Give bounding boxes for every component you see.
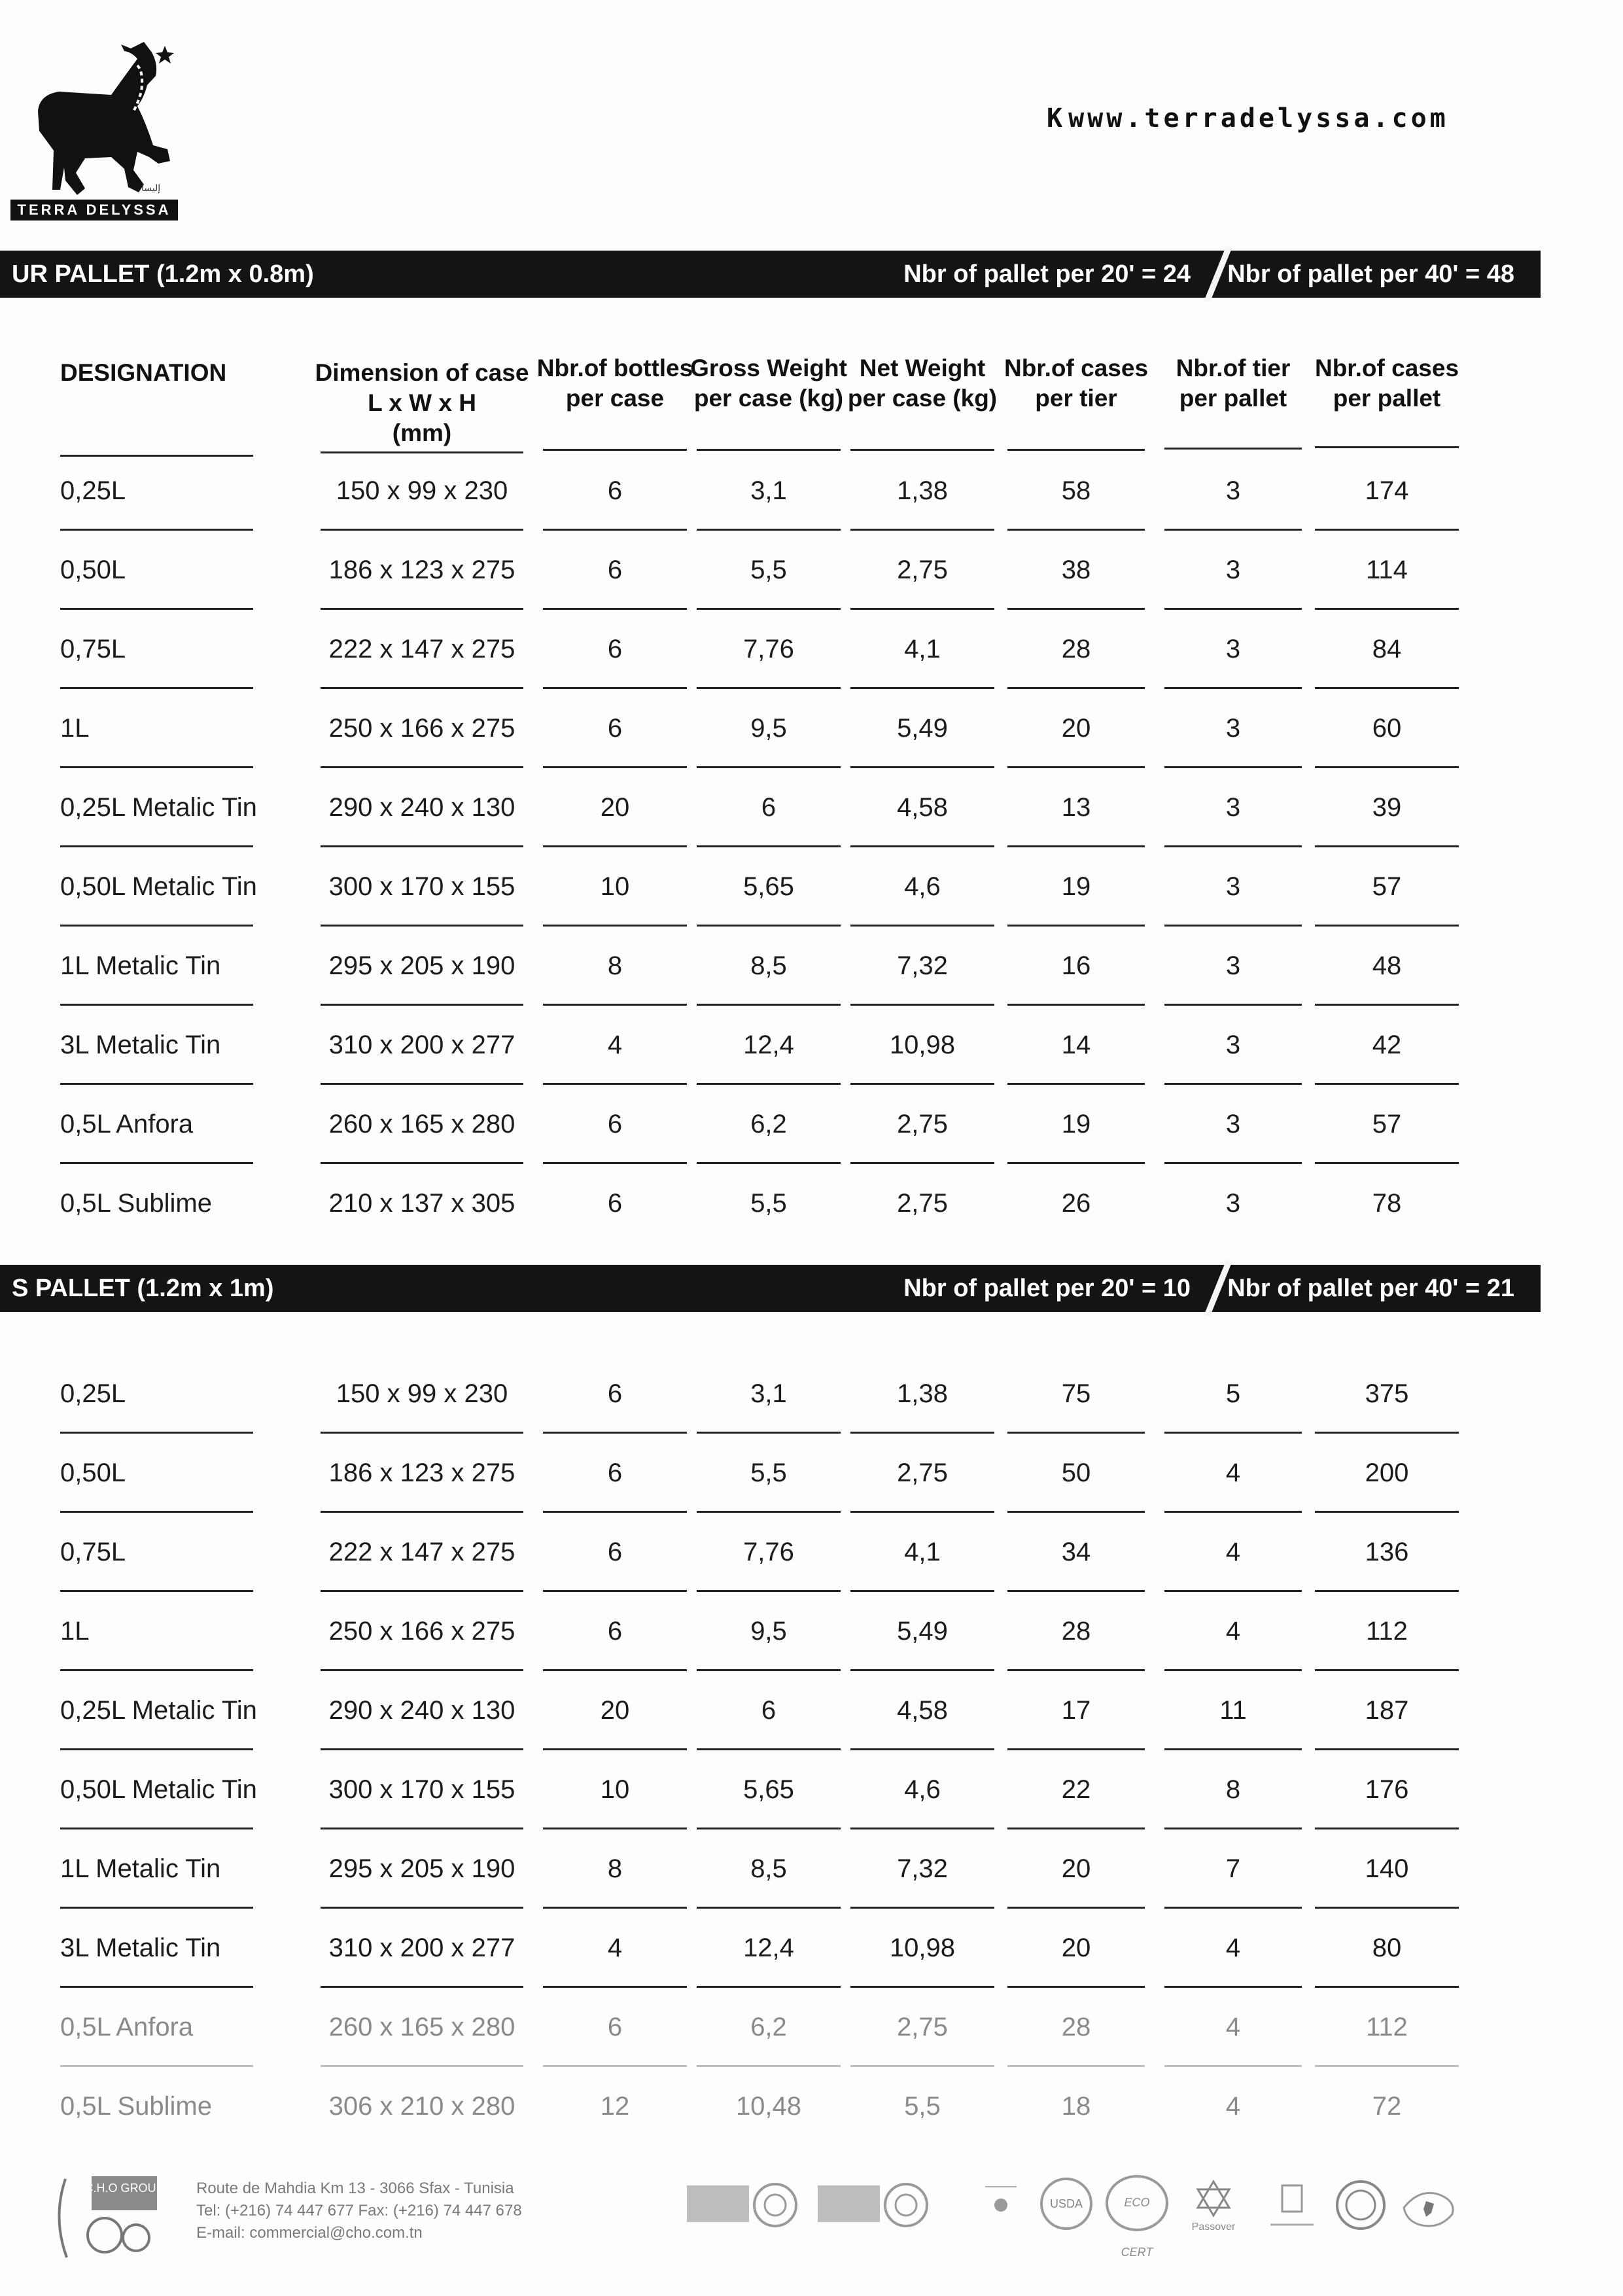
gross-weight-cell: 5,5 (750, 1458, 787, 1487)
table-row (0, 1164, 1623, 1243)
cases-per-tier-cell: 75 (1061, 1379, 1091, 1408)
gross-weight-cell: 3,1 (750, 476, 787, 505)
iso-pallet-banner (0, 1265, 1541, 1312)
cases-per-tier-cell: 19 (1061, 1110, 1091, 1139)
dimension-cell: 222 x 147 x 275 (328, 1538, 515, 1566)
designation-cell: 0,25L Metalic Tin (60, 1696, 257, 1725)
cases-per-pallet-cell: 39 (1372, 793, 1402, 822)
net-weight-cell: 1,38 (897, 476, 948, 505)
gross-weight-cell: 7,76 (743, 635, 794, 663)
cases-per-pallet-cell: 84 (1372, 635, 1402, 663)
header-rule (543, 449, 687, 451)
bottles-cell: 10 (600, 872, 630, 901)
net-weight-cell: 5,49 (897, 714, 948, 743)
cases-per-pallet-cell: 176 (1365, 1775, 1409, 1804)
gross-weight-cell: 6,2 (750, 1110, 787, 1139)
gross-weight-cell: 12,4 (743, 1934, 794, 1962)
cases-per-pallet-cell: 48 (1372, 951, 1402, 980)
net-weight-cell: 4,58 (897, 1696, 948, 1725)
gross-weight-cell: 12,4 (743, 1031, 794, 1059)
dimension-cell: 306 x 210 x 280 (328, 2092, 515, 2121)
cases-per-tier-cell: 28 (1061, 1617, 1091, 1646)
designation-cell: 0,50L Metalic Tin (60, 1775, 257, 1804)
gross-weight-cell: 3,1 (750, 1379, 787, 1408)
website-text: www.terradelyssa.com (1068, 103, 1449, 133)
cases-per-tier-cell: 16 (1061, 951, 1091, 980)
header-rule (1315, 446, 1459, 448)
net-weight-cell: 2,75 (897, 1110, 948, 1139)
cases-per-tier-cell: 50 (1061, 1458, 1091, 1487)
tiers-per-pallet-cell: 4 (1225, 2092, 1241, 2121)
bottles-cell: 10 (600, 1775, 630, 1804)
tiers-per-pallet-cell: 3 (1225, 951, 1241, 980)
tiers-per-pallet-cell: 3 (1225, 556, 1241, 584)
dimension-cell: 186 x 123 x 275 (328, 556, 515, 584)
cases-per-pallet-cell: 72 (1372, 2092, 1402, 2121)
table-row (0, 2067, 1623, 2146)
tiers-per-pallet-cell: 3 (1225, 476, 1241, 505)
designation-cell: 0,75L (60, 635, 126, 663)
gross-weight-cell: 5,5 (750, 1189, 787, 1218)
cases-per-tier-cell: 20 (1061, 1854, 1091, 1883)
designation-cell: 3L Metalic Tin (60, 1934, 221, 1962)
tiers-per-pallet-cell: 3 (1225, 793, 1241, 822)
email-link[interactable]: E-mail: commercial@cho.com.tn (196, 2224, 423, 2242)
dimension-cell: 210 x 137 x 305 (328, 1189, 515, 1218)
cho-group-logo (52, 2172, 183, 2264)
globe-cert-icon (981, 2179, 1021, 2231)
cases-per-tier-cell: 28 (1061, 635, 1091, 663)
cases-per-tier-cell: 20 (1061, 714, 1091, 743)
cases-per-tier-cell: 34 (1061, 1538, 1091, 1566)
iso-pallet-table (0, 1354, 1623, 2146)
cases-per-pallet-cell: 80 (1372, 1934, 1402, 1962)
tiers-per-pallet-cell: 4 (1225, 1538, 1241, 1566)
tiers-per-pallet-cell: 3 (1225, 1031, 1241, 1059)
dimension-cell: 150 x 99 x 230 (336, 1379, 508, 1408)
dimension-cell: 186 x 123 x 275 (328, 1458, 515, 1487)
designation-cell: 1L (60, 1617, 90, 1646)
gross-weight-cell: 5,65 (743, 1775, 794, 1804)
pallet-40ft-count: Nbr of pallet per 40' = 48 (1227, 260, 1514, 288)
table-row (0, 1592, 1623, 1671)
tiers-per-pallet-cell: 11 (1219, 1696, 1247, 1725)
tiers-per-pallet-cell: 4 (1225, 1934, 1241, 1962)
header-rule (1007, 449, 1145, 451)
cases-per-tier-cell: 14 (1061, 1031, 1091, 1059)
cho-logo-text: C.H.O GROUP (84, 2181, 164, 2195)
tiers-per-pallet-cell: 3 (1225, 1110, 1241, 1139)
designation-cell: 0,5L Anfora (60, 2013, 194, 2041)
cases-per-tier-cell: 58 (1061, 476, 1091, 505)
iso-cert-icon (818, 2179, 935, 2231)
company-address (196, 2178, 589, 2244)
net-weight-cell: 7,32 (897, 1854, 948, 1883)
cases-per-tier-cell: 17 (1061, 1696, 1091, 1725)
phone-line: Tel: (+216) 74 447 677 Fax: (+216) 74 447 678 (196, 2202, 522, 2219)
cases-per-pallet-cell: 112 (1366, 1617, 1408, 1646)
col-gross-weight: Gross Weight per case (kg) (690, 355, 847, 412)
tiers-per-pallet-cell: 4 (1225, 1617, 1241, 1646)
table-row (0, 1750, 1623, 1829)
table-row (0, 1434, 1623, 1513)
pallet-20ft-count: Nbr of pallet per 20' = 10 (903, 1275, 1191, 1302)
header-rule (697, 449, 841, 451)
designation-cell: 1L (60, 714, 90, 743)
bottles-cell: 6 (607, 556, 623, 584)
col-dimension: Dimension of case L x W x H (mm) (315, 359, 529, 446)
cases-per-tier-cell: 22 (1061, 1775, 1091, 1804)
bottles-cell: 6 (607, 635, 623, 663)
dimension-cell: 295 x 205 x 190 (328, 951, 515, 980)
designation-cell: 0,50L Metalic Tin (60, 872, 257, 901)
dimension-cell: 250 x 166 x 275 (328, 714, 515, 743)
tiers-per-pallet-cell: 3 (1225, 635, 1241, 663)
designation-cell: 0,25L (60, 476, 126, 505)
table-row (0, 927, 1623, 1006)
tiers-per-pallet-cell: 7 (1225, 1854, 1241, 1883)
bottles-cell: 12 (600, 2092, 630, 2121)
designation-cell: 0,25L Metalic Tin (60, 793, 257, 822)
net-weight-cell: 2,75 (897, 1458, 948, 1487)
star-of-david-icon (1194, 2179, 1233, 2218)
ecocert-icon: ECO CERT (1106, 2175, 1168, 2231)
bottles-cell: 8 (607, 1854, 623, 1883)
cases-per-pallet-cell: 57 (1372, 872, 1402, 901)
gross-weight-cell: 9,5 (750, 1617, 787, 1646)
tiers-per-pallet-cell: 4 (1225, 2013, 1241, 2041)
col-designation: DESIGNATION (60, 359, 227, 386)
tunisia-map-icon (1400, 2181, 1459, 2234)
col-cases-per-pallet: Nbr.of cases per pallet (1314, 355, 1459, 412)
table-row (0, 1909, 1623, 1988)
gross-weight-cell: 9,5 (750, 714, 787, 743)
tiers-per-pallet-cell: 3 (1225, 714, 1241, 743)
gross-weight-cell: 10,48 (735, 2092, 802, 2121)
dimension-cell: 295 x 205 x 190 (328, 1854, 515, 1883)
net-weight-cell: 10,98 (889, 1934, 956, 1962)
cases-per-tier-cell: 38 (1061, 556, 1091, 584)
dimension-cell: 310 x 200 x 277 (328, 1934, 515, 1962)
arrow-icon: K (1047, 103, 1066, 133)
gross-weight-cell: 6 (761, 793, 777, 822)
net-weight-cell: 2,75 (897, 556, 948, 584)
footer (0, 2153, 1623, 2296)
dimension-cell: 260 x 165 x 280 (328, 2013, 515, 2041)
designation-cell: 1L Metalic Tin (60, 951, 221, 980)
table-row (0, 1354, 1623, 1434)
table-row (0, 610, 1623, 689)
cases-per-tier-cell: 19 (1061, 872, 1091, 901)
dimension-cell: 260 x 165 x 280 (328, 1110, 515, 1139)
bottles-cell: 20 (600, 793, 630, 822)
cases-per-tier-cell: 28 (1061, 2013, 1091, 2041)
bottles-cell: 6 (607, 476, 623, 505)
euro-pallet-title: UR PALLET (1.2m x 0.8m) (12, 260, 314, 288)
cases-per-tier-cell: 18 (1061, 2092, 1091, 2121)
header-rule (850, 449, 994, 451)
designation-cell: 0,50L (60, 1458, 126, 1487)
col-cases-per-tier: Nbr.of cases per tier (1003, 355, 1149, 412)
table-row (0, 1829, 1623, 1909)
designation-cell: 0,5L Anfora (60, 1110, 194, 1139)
dimension-cell: 222 x 147 x 275 (328, 635, 515, 663)
gross-weight-cell: 8,5 (750, 951, 787, 980)
website-link[interactable] (1047, 103, 1544, 143)
halal-cert-icon (1263, 2179, 1321, 2238)
euro-pallet-banner (0, 251, 1541, 298)
bottles-cell: 6 (607, 1379, 623, 1408)
dimension-cell: 290 x 240 x 130 (328, 1696, 515, 1725)
dimension-cell: 150 x 99 x 230 (336, 476, 508, 505)
net-weight-cell: 4,1 (904, 635, 941, 663)
bottles-cell: 6 (607, 2013, 623, 2041)
gross-weight-cell: 5,5 (750, 556, 787, 584)
dimension-cell: 250 x 166 x 275 (328, 1617, 515, 1646)
net-weight-cell: 2,75 (897, 2013, 948, 2041)
cases-per-pallet-cell: 375 (1365, 1379, 1409, 1408)
euro-pallet-table (0, 451, 1623, 1243)
brand-name: TERRA DELYSSA (10, 200, 178, 221)
gross-weight-cell: 6 (761, 1696, 777, 1725)
cases-per-pallet-cell: 78 (1372, 1189, 1402, 1218)
table-row (0, 1085, 1623, 1164)
table-row (0, 451, 1623, 531)
bottles-cell: 4 (607, 1031, 623, 1059)
cases-per-pallet-cell: 136 (1365, 1538, 1409, 1566)
dimension-cell: 290 x 240 x 130 (328, 793, 515, 822)
cases-per-pallet-cell: 187 (1365, 1696, 1409, 1725)
cases-per-tier-cell: 20 (1061, 1934, 1091, 1962)
address-line: Route de Mahdia Km 13 - 3066 Sfax - Tunisia (196, 2180, 514, 2197)
seal-cert-icon (1335, 2179, 1387, 2231)
net-weight-cell: 4,1 (904, 1538, 941, 1566)
cases-per-pallet-cell: 200 (1365, 1458, 1409, 1487)
designation-cell: 3L Metalic Tin (60, 1031, 221, 1059)
dimension-cell: 310 x 200 x 277 (328, 1031, 515, 1059)
designation-cell: 0,5L Sublime (60, 1189, 212, 1218)
cases-per-tier-cell: 13 (1061, 793, 1091, 822)
bottles-cell: 8 (607, 951, 623, 980)
designation-cell: 0,25L (60, 1379, 126, 1408)
gross-weight-cell: 5,65 (743, 872, 794, 901)
tiers-per-pallet-cell: 3 (1225, 872, 1241, 901)
table-row (0, 1006, 1623, 1085)
designation-cell: 0,5L Sublime (60, 2092, 212, 2121)
bottles-cell: 4 (607, 1934, 623, 1962)
passover-label: Passover (1191, 2221, 1236, 2233)
net-weight-cell: 7,32 (897, 951, 948, 980)
dimension-cell: 300 x 170 x 155 (328, 1775, 515, 1804)
pallet-20ft-count: Nbr of pallet per 20' = 24 (903, 260, 1191, 288)
designation-cell: 1L Metalic Tin (60, 1854, 221, 1883)
bottles-cell: 6 (607, 714, 623, 743)
net-weight-cell: 2,75 (897, 1189, 948, 1218)
bottles-cell: 6 (607, 1110, 623, 1139)
net-weight-cell: 5,49 (897, 1617, 948, 1646)
tiers-per-pallet-cell: 3 (1225, 1189, 1241, 1218)
table-row (0, 1513, 1623, 1592)
net-weight-cell: 1,38 (897, 1379, 948, 1408)
table-row (0, 768, 1623, 847)
bottles-cell: 20 (600, 1696, 630, 1725)
pallet-40ft-count: Nbr of pallet per 40' = 21 (1227, 1275, 1514, 1302)
tiers-per-pallet-cell: 5 (1225, 1379, 1241, 1408)
cases-per-pallet-cell: 140 (1365, 1854, 1409, 1883)
iso-pallet-title: S PALLET (1.2m x 1m) (12, 1275, 274, 1302)
net-weight-cell: 4,6 (904, 1775, 941, 1804)
designation-cell: 0,50L (60, 556, 126, 584)
header-rule (1164, 448, 1302, 450)
gross-weight-cell: 6,2 (750, 2013, 787, 2041)
col-net-weight: Net Weight per case (kg) (847, 355, 998, 412)
cases-per-pallet-cell: 112 (1366, 2013, 1408, 2041)
passover-cert (1187, 2179, 1240, 2244)
tiers-per-pallet-cell: 8 (1225, 1775, 1241, 1804)
table-row (0, 531, 1623, 610)
col-tier-per-pallet: Nbr.of tier per pallet (1176, 355, 1291, 412)
col-bottles-per-case: Nbr.of bottles per case (536, 355, 693, 412)
table-row (0, 1988, 1623, 2067)
tiers-per-pallet-cell: 4 (1225, 1458, 1241, 1487)
net-weight-cell: 4,58 (897, 793, 948, 822)
cases-per-tier-cell: 26 (1061, 1189, 1091, 1218)
table-row (0, 1671, 1623, 1750)
net-weight-cell: 5,5 (904, 2092, 941, 2121)
iso-cert-icon (687, 2179, 805, 2231)
cases-per-pallet-cell: 57 (1372, 1110, 1402, 1139)
gross-weight-cell: 8,5 (750, 1854, 787, 1883)
logo-script-text: إليسا (141, 183, 161, 194)
net-weight-cell: 10,98 (889, 1031, 956, 1059)
net-weight-cell: 4,6 (904, 872, 941, 901)
bottles-cell: 6 (607, 1617, 623, 1646)
table-row (0, 689, 1623, 768)
cases-per-pallet-cell: 114 (1366, 556, 1408, 584)
cases-per-pallet-cell: 60 (1372, 714, 1402, 743)
bottles-cell: 6 (607, 1538, 623, 1566)
usda-organic-icon: USDA (1040, 2178, 1092, 2230)
dimension-cell: 300 x 170 x 155 (328, 872, 515, 901)
cases-per-pallet-cell: 174 (1365, 476, 1409, 505)
designation-cell: 0,75L (60, 1538, 126, 1566)
bottles-cell: 6 (607, 1458, 623, 1487)
cases-per-pallet-cell: 42 (1372, 1031, 1402, 1059)
gross-weight-cell: 7,76 (743, 1538, 794, 1566)
table-row (0, 847, 1623, 927)
bottles-cell: 6 (607, 1189, 623, 1218)
